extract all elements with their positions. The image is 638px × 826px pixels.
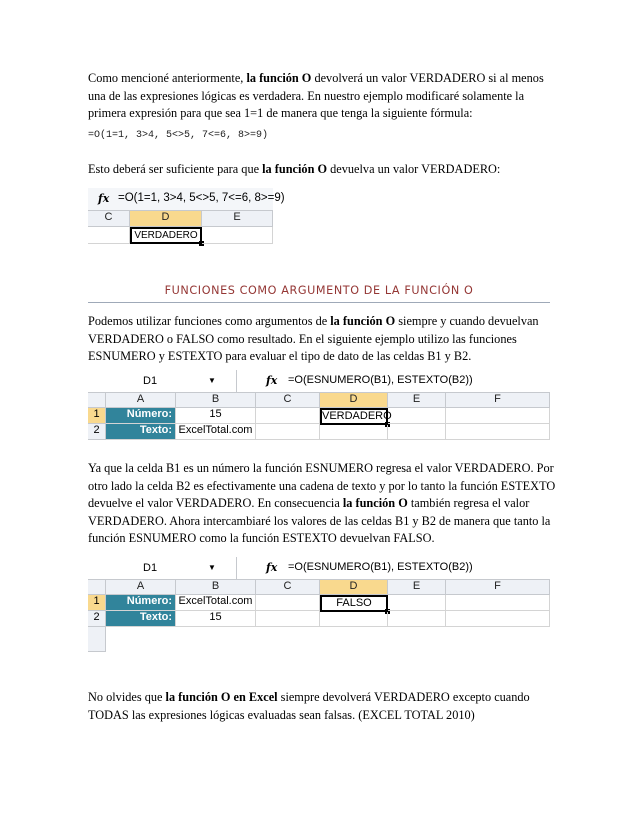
column-header-f: F [446,393,550,408]
column-header-d: D [320,580,388,595]
column-header-c: C [256,393,320,408]
cell-b1: 15 [176,408,256,424]
excel-screenshot-1 [88,188,285,258]
column-header-d: D [130,211,202,227]
result-cell-d: VERDADERO [130,227,202,244]
cell-a2: Texto: [106,611,176,627]
column-header-e: E [388,393,446,408]
cell-b2: ExcelTotal.com [176,424,256,440]
column-header-c: C [88,211,130,227]
formula-text: =O(ESNUMERO(B1), ESTEXTO(B2)) [288,561,473,573]
result-paragraph: Esto deberá ser suficiente para que la función O devuelva un valor VERDADERO: [88,162,501,176]
intro-paragraph: Como mencioné anteriormente, la función O devolverá un valor VERDADERO si al menos una de las expresiones lógicas es verdadera. En nuestro ejemplo modificaré solamente la primera expresión para que sea 1=1 de manera que tenga la siguiente fórmula: [88,71,544,120]
cell-a1: Número: [106,595,176,611]
explanation-paragraph: Ya que la celda B1 es un número la función ESNUMERO regresa el valor VERDADERO. Por otro lado la celda B2 es efectivamente una cadena de texto y por lo tanto la función ESTEXTO devuelve el valor VERDADERO. En consecuencia la función O también regresa el valor VERDADERO. Ahora intercambiaré los valores de las celdas B1 y B2 de manera que tanto la función ESNUMERO como la función ESTEXTO devuelvan FALSO. [88,461,556,545]
excel-screenshot-3 [88,557,550,652]
row-header-1: 1 [88,408,106,424]
name-box[interactable]: D1 [143,375,158,387]
chevron-down-icon[interactable]: ▼ [208,376,216,385]
cell-d1: FALSO [320,595,388,612]
column-header-e: E [202,211,273,227]
fx-icon: fx [98,192,110,205]
column-header-d: D [320,393,388,408]
fx-icon: fx [266,374,278,387]
cell-b2: 15 [176,611,256,627]
column-header-f: F [446,580,550,595]
column-header-e: E [388,580,446,595]
corner-header [88,580,106,595]
column-header-a: A [106,580,176,595]
cell-a2: Texto: [106,424,176,440]
column-header-b: B [176,393,256,408]
fx-icon: fx [266,561,278,574]
cell-a1: Número: [106,408,176,424]
formula-text: =O(ESNUMERO(B1), ESTEXTO(B2)) [288,374,473,386]
cell-d1: VERDADERO [320,408,388,425]
section-heading: FUNCIONES COMO ARGUMENTO DE LA FUNCIÓN O [88,283,550,303]
cell-e [202,227,273,244]
column-header-b: B [176,580,256,595]
excel-screenshot-2 [88,370,550,440]
formula-text: =O(1=1, 3>4, 5<>5, 7<=6, 8>=9) [118,192,285,204]
name-box[interactable]: D1 [143,562,158,574]
row-header-2: 2 [88,611,106,627]
row-header-2: 2 [88,424,106,440]
row-header-1: 1 [88,595,106,611]
cell-b1: ExcelTotal.com [176,595,256,611]
cell-c [88,227,130,244]
corner-header [88,393,106,408]
column-header-a: A [106,393,176,408]
column-header-c: C [256,580,320,595]
chevron-down-icon[interactable]: ▼ [208,563,216,572]
conclusion-paragraph: No olvides que la función O en Excel siempre devolverá VERDADERO excepto cuando TODAS las expresiones lógicas evaluadas sean falsas. (EXCEL TOTAL 2010) [88,690,530,722]
formula-code: =O(1=1, 3>4, 5<>5, 7<=6, 8>=9) [88,130,269,141]
functions-paragraph: Podemos utilizar funciones como argumentos de la función O siempre y cuando devuelvan VERDADERO o FALSO como resultado. En el siguiente ejemplo utilizo las funciones ESNUMERO y ESTEXTO para evaluar el tipo de dato de las celdas B1 y B2. [88,314,539,363]
